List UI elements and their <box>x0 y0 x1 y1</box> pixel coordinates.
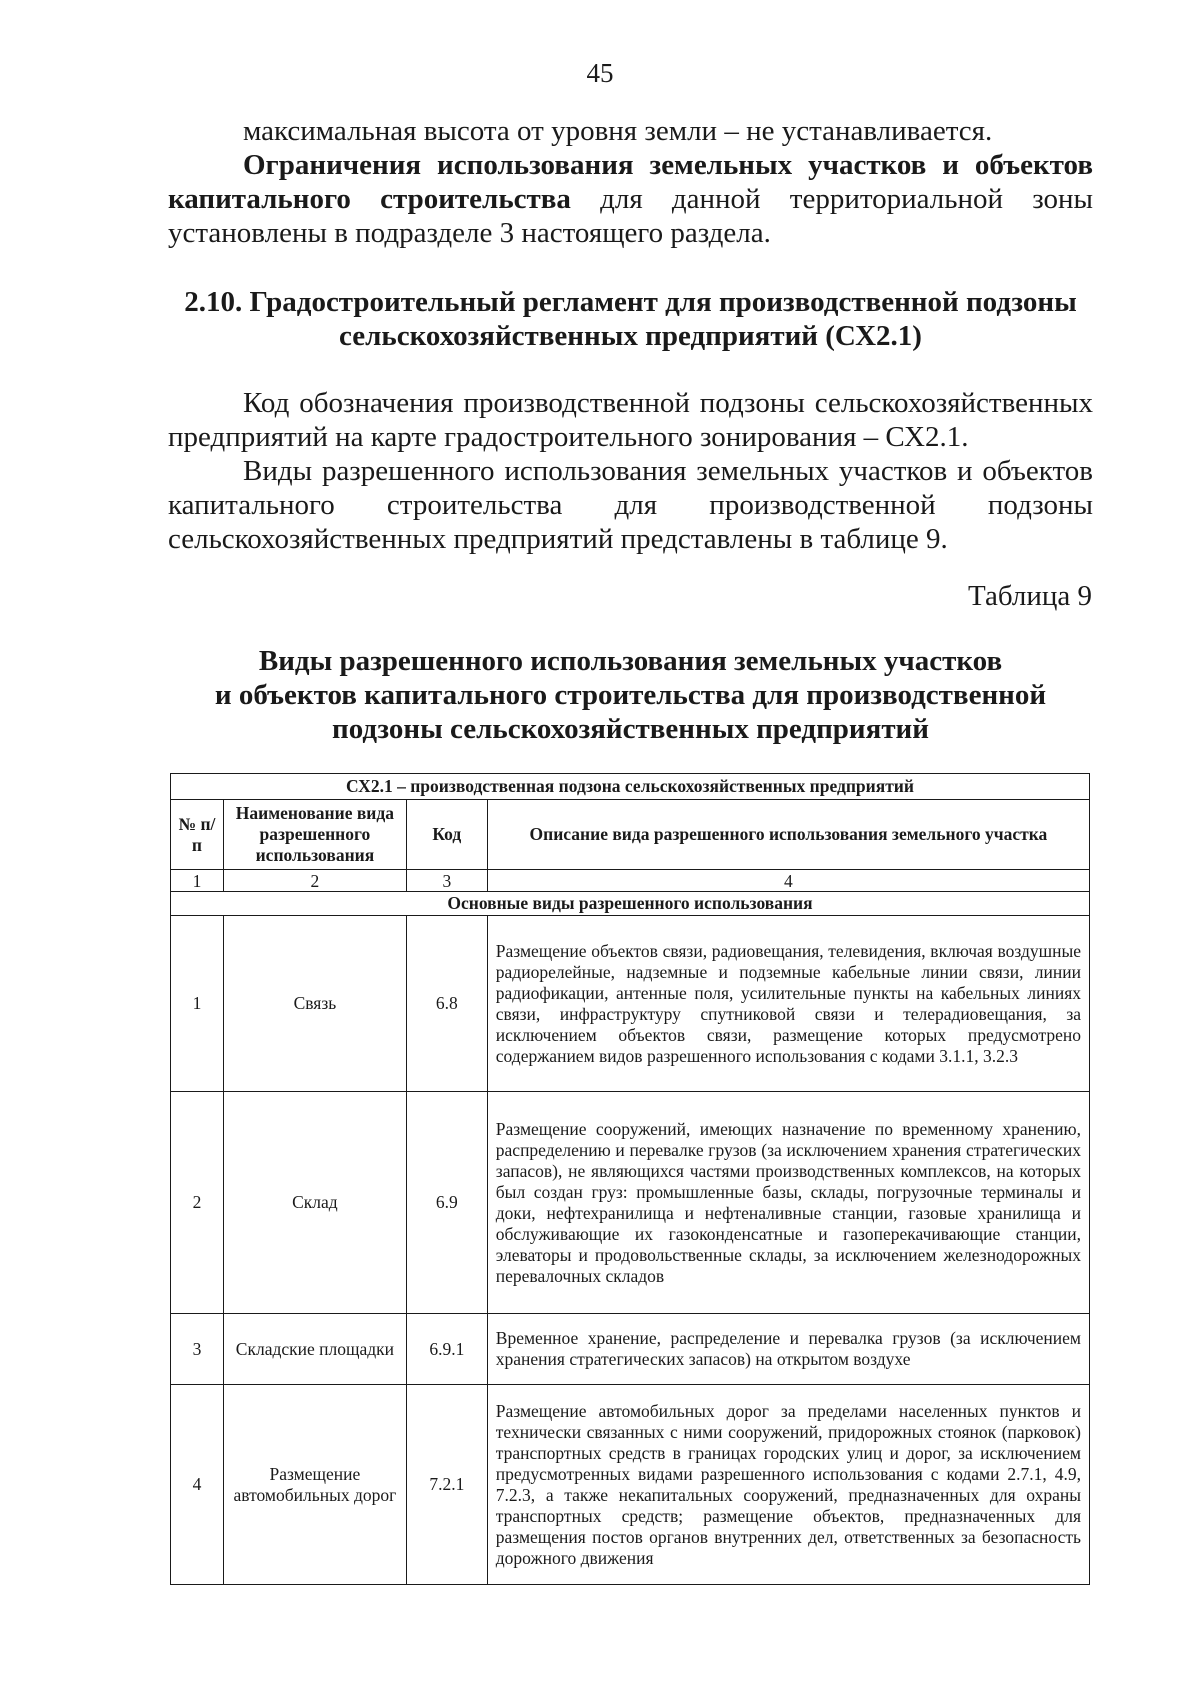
zone-header-row <box>171 774 1090 800</box>
section-heading <box>168 285 1093 353</box>
section-heading-line-2: сельскохозяйственных предприятий (СХ2.1) <box>339 320 922 352</box>
row-description: Временное хранение, распределение и перевалка грузов (за исключением хранения стратегических запасов) на открытом воздухе <box>487 1314 1089 1385</box>
types-paragraph: Виды разрешенного использования земельных участков и объектов капитального строительства для производственной подзоны сельскохозяйственных предприятий представлены в таблице 9. <box>168 455 1093 555</box>
row-code: 6.8 <box>406 916 487 1092</box>
restrictions-rest-text: для данной территориальной зоны установлены в подразделе 3 настоящего раздела. <box>168 183 1094 249</box>
row-code: 6.9 <box>406 1092 487 1314</box>
row-number: 1 <box>171 916 224 1092</box>
row-use-name: Связь <box>223 916 406 1092</box>
row-code: 6.9.1 <box>406 1314 487 1385</box>
table-label: Таблица 9 <box>967 580 1092 612</box>
row-use-name: Размещение автомобильных дорог <box>223 1385 406 1585</box>
table-title <box>168 644 1093 746</box>
row-number: 4 <box>171 1385 224 1585</box>
column-number-row <box>171 870 1090 892</box>
section-body <box>168 386 1093 556</box>
intro-line: максимальная высота от уровня земли – не устанавливается. <box>243 115 993 147</box>
column-number: 4 <box>487 870 1089 892</box>
table-title-line-3: подзоны сельскохозяйственных предприятий <box>332 713 929 745</box>
column-header-code: Код <box>406 800 487 870</box>
row-number: 3 <box>171 1314 224 1385</box>
intro-block <box>168 114 1093 250</box>
restrictions-bold-text: Ограничения использования земельных участков и объектов капитального строительства <box>168 149 1093 215</box>
zone-header-cell: СХ2.1 – производственная подзона сельскохозяйственных предприятий <box>171 774 1090 800</box>
row-use-name: Склад <box>223 1092 406 1314</box>
column-header-row <box>171 800 1090 870</box>
table-title-line-1: Виды разрешенного использования земельных участков <box>258 645 1003 677</box>
column-number: 1 <box>171 870 224 892</box>
section-heading-line-1: 2.10. Градостроительный регламент для производственной подзоны <box>184 286 1077 318</box>
row-number: 2 <box>171 1092 224 1314</box>
land-use-table <box>170 773 1090 1585</box>
row-description: Размещение сооружений, имеющих назначение по временному хранению, распределению и перевалке грузов (за исключением хранения стратегических запасов), не являющихся частями производственных комплексов, на которых был создан груз: промышленные базы, склады, погрузочные терминалы и доки, нефтехранилища и нефтеналивные станции, газовые хранилища и обслуживающие их газоконденсатные и газоперекачивающие станции, элеваторы и продовольственные склады, за исключением железнодорожных перевалочных складов <box>487 1092 1089 1314</box>
column-header-num: № п/п <box>171 800 224 870</box>
table-title-line-2: и объектов капитального строительства для производственной <box>214 679 1047 711</box>
column-number: 3 <box>406 870 487 892</box>
column-header-name: Наименование вида разрешенного использования <box>223 800 406 870</box>
row-use-name: Складские площадки <box>223 1314 406 1385</box>
row-code: 7.2.1 <box>406 1385 487 1585</box>
row-description: Размещение автомобильных дорог за пределами населенных пунктов и технически связанных с ними сооружений, придорожных стоянок (парковок) транспортных средств в границах городских улиц и дорог, за исключением предусмотренных видами разрешенного использования с кодами 2.7.1, 4.9, 7.2.3, а также некапитальных сооружений, предназначенных для охраны транспортных средств; размещение объектов, предназначенных для размещения постов органов внутренних дел, ответственных за безопасность дорожного движения <box>487 1385 1089 1585</box>
table-row <box>171 1314 1090 1385</box>
table-row <box>171 1092 1090 1314</box>
page-number: 45 <box>586 58 614 88</box>
subheader-cell: Основные виды разрешенного использования <box>171 892 1090 916</box>
row-description: Размещение объектов связи, радиовещания, телевидения, включая воздушные радиорелейные, надземные и подземные кабельные линии связи, линии радиофикации, антенные поля, усилительные пункты на кабельных линиях связи, инфраструктуру спутниковой связи и телерадиовещания, за исключением объектов связи, размещение которых предусмотрено содержанием видов разрешенного использования с кодами 3.1.1, 3.2.3 <box>487 916 1089 1092</box>
column-number: 2 <box>223 870 406 892</box>
subheader-row <box>171 892 1090 916</box>
table-row <box>171 916 1090 1092</box>
table-row <box>171 1385 1090 1585</box>
code-paragraph: Код обозначения производственной подзоны сельскохозяйственных предприятий на карте градостроительного зонирования – СХ2.1. <box>168 387 1093 453</box>
restrictions-paragraph <box>168 148 1093 250</box>
column-header-desc: Описание вида разрешенного использования земельного участка <box>487 800 1089 870</box>
